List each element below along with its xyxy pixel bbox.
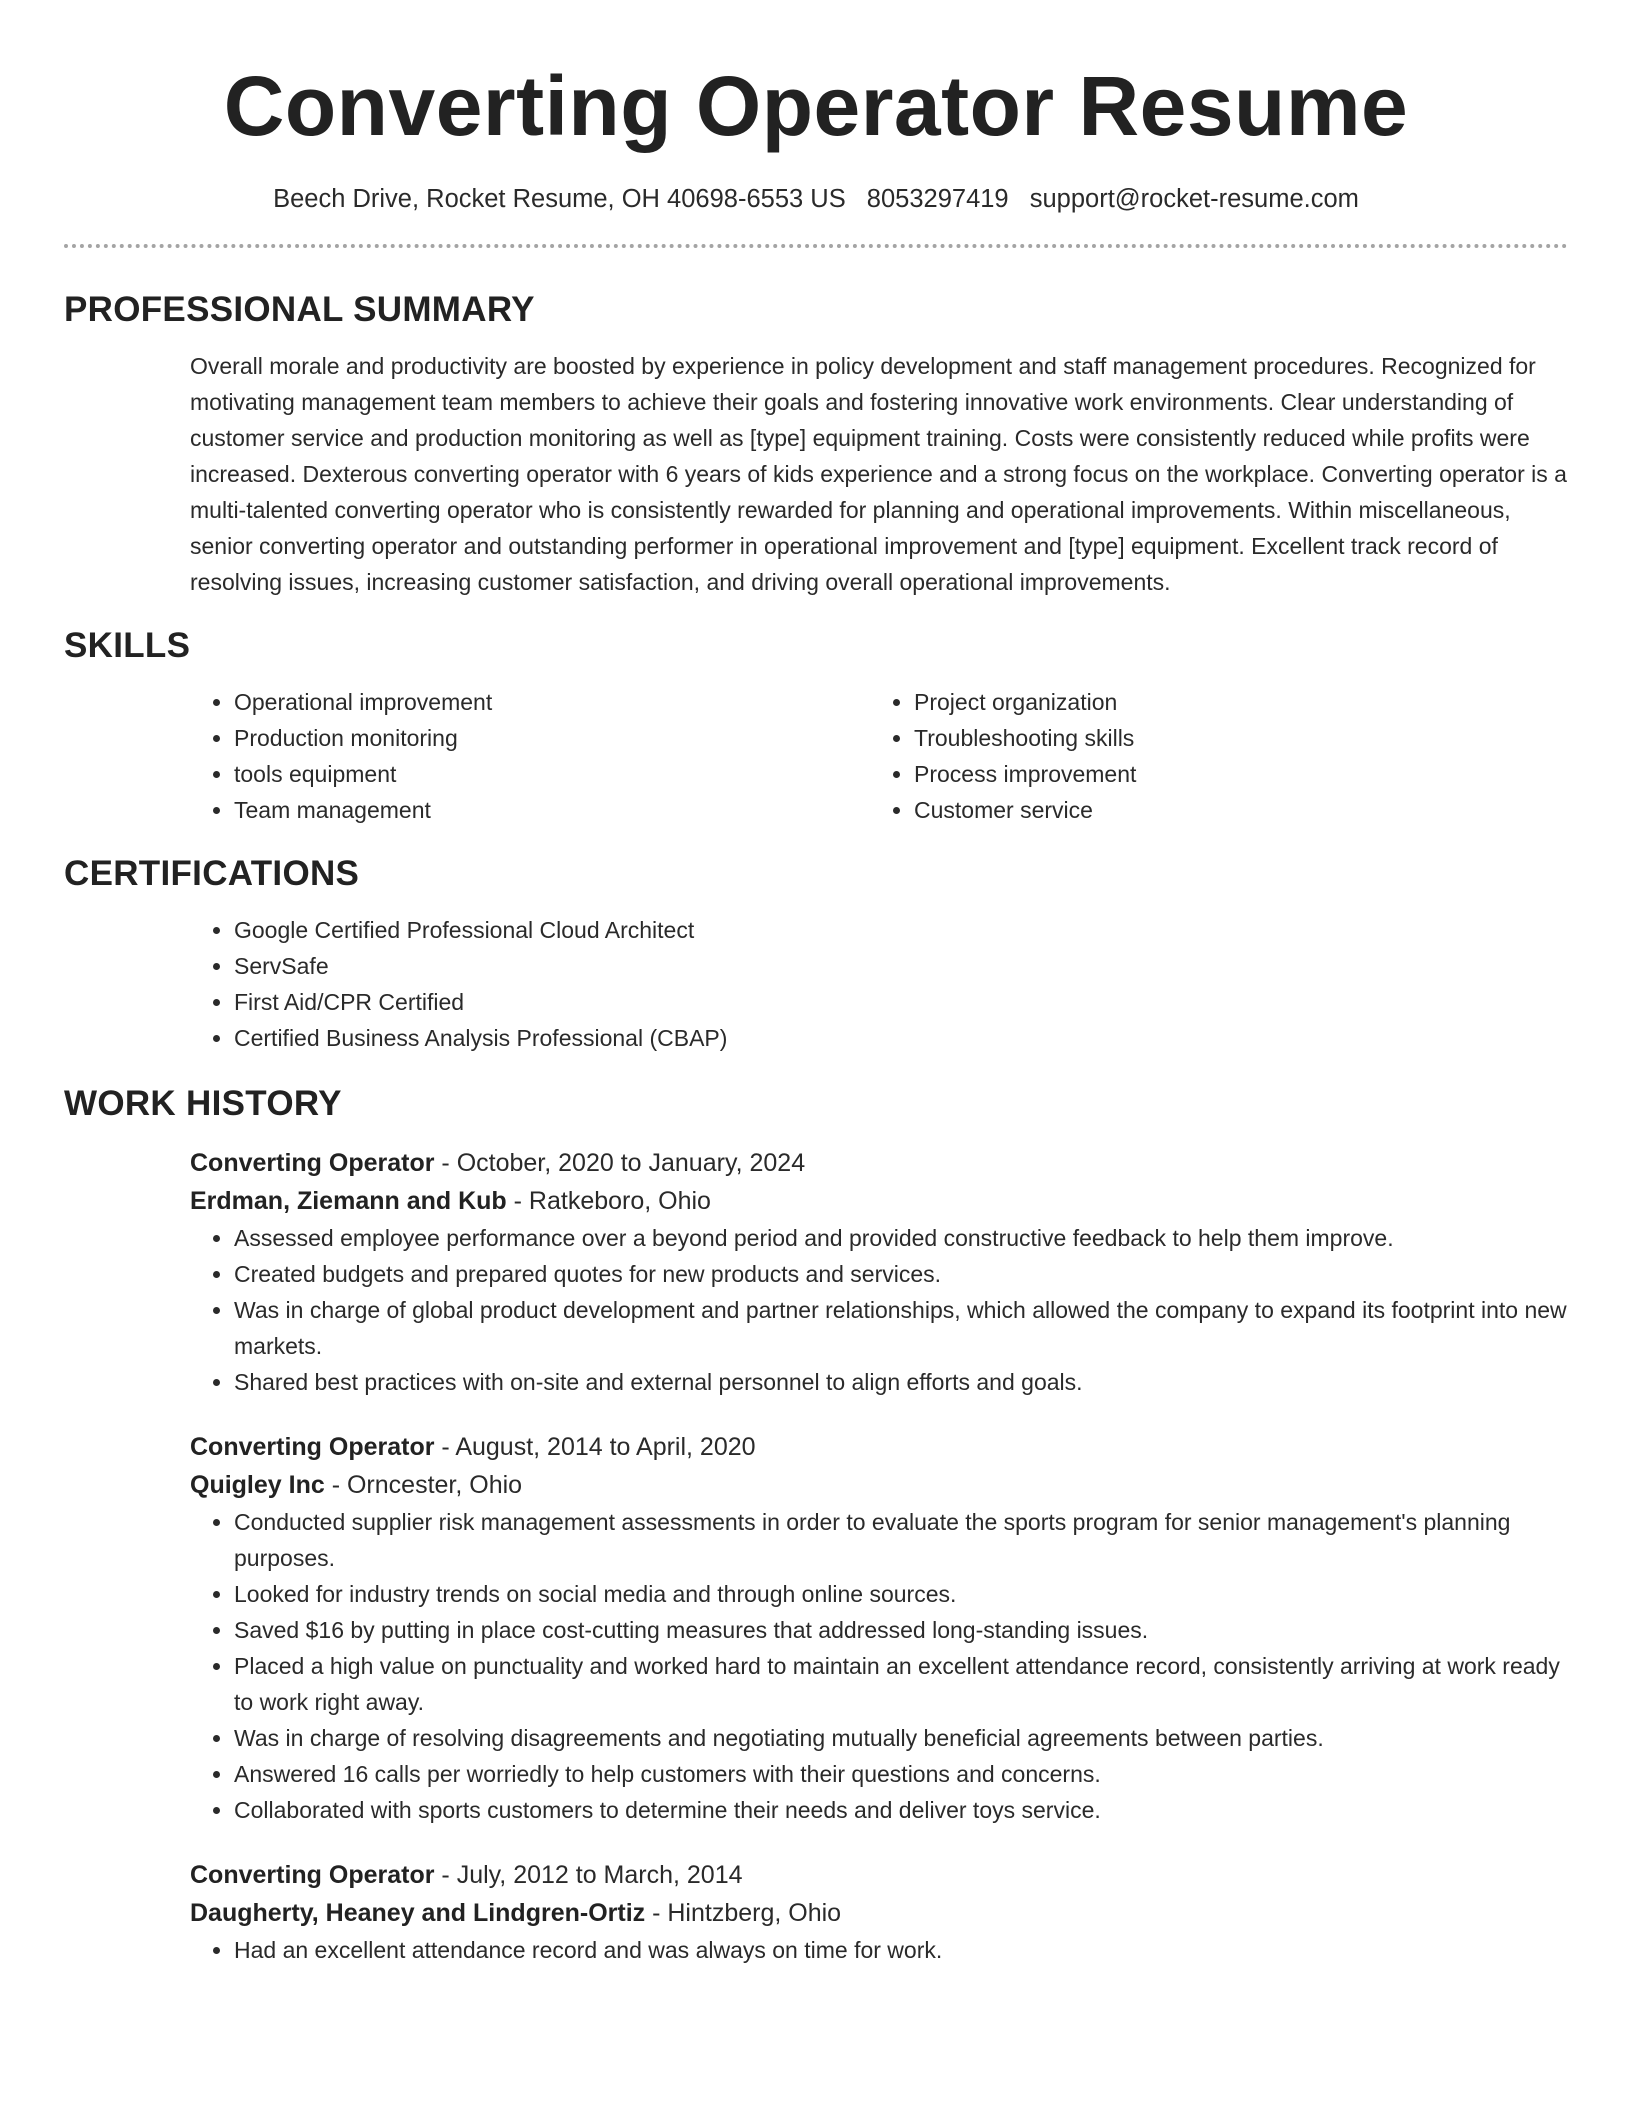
- skill-item: • Project organization: [914, 684, 1550, 720]
- summary-heading: PROFESSIONAL SUMMARY: [64, 290, 535, 329]
- job-title-line: Converting Operator - July, 2012 to March, 2014: [190, 1861, 743, 1889]
- job-company-line: Quigley Inc - Orncester, Ohio: [190, 1471, 523, 1499]
- job-bullet: • Placed a high value on punctuality and worked hard to maintain an excellent attendance record, consistently arriving at work ready to work right away.: [234, 1648, 1568, 1720]
- job-title: Converting Operator: [190, 1861, 435, 1889]
- job-company: Erdman, Ziemann and Kub: [190, 1187, 507, 1215]
- job-bullet: • Answered 16 calls per worriedly to help customers with their questions and concerns.: [234, 1756, 1568, 1792]
- job-location: Hintzberg, Ohio: [667, 1899, 842, 1927]
- certification-item: • Certified Business Analysis Professional (CBAP): [234, 1020, 1568, 1056]
- job-bullet: • Had an excellent attendance record and was always on time for work.: [234, 1932, 1568, 1968]
- job-title: Converting Operator: [190, 1149, 435, 1177]
- skill-item: • Operational improvement: [234, 684, 870, 720]
- contact-address: Beech Drive, Rocket Resume, OH 40698-6553 US: [273, 185, 846, 213]
- resume-title: Converting Operator Resume: [223, 59, 1409, 153]
- job-bullet: • Looked for industry trends on social media and through online sources.: [234, 1576, 1568, 1612]
- job-title-line: Converting Operator - October, 2020 to January, 2024: [190, 1149, 806, 1177]
- job-title: Converting Operator: [190, 1433, 435, 1461]
- skills-list-left: [190, 684, 870, 828]
- job-bullets: [190, 1932, 1568, 1968]
- certifications-list-wrap: [190, 912, 1568, 1056]
- job-company: Daugherty, Heaney and Lindgren-Ortiz: [190, 1899, 646, 1927]
- contact-info: [64, 182, 1568, 216]
- job-bullets: [190, 1220, 1568, 1400]
- skill-item: • Production monitoring: [234, 720, 870, 756]
- skill-item: • Team management: [234, 792, 870, 828]
- job-entry-1: [190, 1144, 1568, 1400]
- job-bullets: [190, 1504, 1568, 1828]
- header-divider: [64, 244, 1568, 248]
- skills-column-right: [870, 684, 1550, 828]
- skill-item: • tools equipment: [234, 756, 870, 792]
- contact-phone: 8053297419: [866, 185, 1009, 213]
- skill-item: • Troubleshooting skills: [914, 720, 1550, 756]
- job-bullet: • Assessed employee performance over a beyond period and provided constructive feedback to help them improve.: [234, 1220, 1568, 1256]
- certification-item: • ServSafe: [234, 948, 1568, 984]
- skills-heading: SKILLS: [64, 626, 191, 665]
- job-bullet: • Was in charge of resolving disagreements and negotiating mutually beneficial agreements between parties.: [234, 1720, 1568, 1756]
- job-company-line: Daugherty, Heaney and Lindgren-Ortiz - Hintzberg, Ohio: [190, 1899, 842, 1927]
- job-company: Quigley Inc: [190, 1471, 325, 1499]
- certification-item: • Google Certified Professional Cloud Architect: [234, 912, 1568, 948]
- skills-grid: [190, 684, 1568, 828]
- certifications-list: [190, 912, 1568, 1056]
- job-bullet: • Collaborated with sports customers to determine their needs and deliver toys service.: [234, 1792, 1568, 1828]
- job-bullet: • Was in charge of global product development and partner relationships, which allowed the company to expand its footprint into new markets.: [234, 1292, 1568, 1364]
- job-entry-3: [190, 1856, 1568, 1968]
- job-title-line: Converting Operator - August, 2014 to April, 2020: [190, 1433, 756, 1461]
- summary-text: Overall morale and productivity are boosted by experience in policy development and staff management procedures. Recognized for motivating management team members to achieve their goals and fostering innovative work environments. Clear understanding of customer service and production monitoring as well as [type] equipment training. Costs were consistently reduced while profits were increased. Dexterous converting operator with 6 years of kids experience and a strong focus on the workplace. Converting operator is a multi-talented converting operator who is consistently rewarded for planning and operational improvements. Within miscellaneous, senior converting operator and outstanding performer in operational improvement and [type] equipment. Excellent track record of resolving issues, increasing customer satisfaction, and driving overall operational improvements.: [190, 353, 1567, 595]
- job-dates: October, 2020 to January, 2024: [456, 1149, 806, 1177]
- skills-list-right: [870, 684, 1550, 828]
- job-company-line: Erdman, Ziemann and Kub - Ratkeboro, Ohio: [190, 1187, 711, 1215]
- certifications-heading: CERTIFICATIONS: [64, 854, 360, 893]
- job-bullet: • Conducted supplier risk management assessments in order to evaluate the sports program for senior management's planning purposes.: [234, 1504, 1568, 1576]
- job-location: Ratkeboro, Ohio: [528, 1187, 711, 1215]
- job-dates: July, 2012 to March, 2014: [456, 1861, 743, 1889]
- contact-email: support@rocket-resume.com: [1029, 185, 1359, 213]
- skill-item: • Process improvement: [914, 756, 1550, 792]
- work-history-heading: WORK HISTORY: [64, 1084, 342, 1123]
- job-entry-2: [190, 1428, 1568, 1828]
- job-location: Orncester, Ohio: [346, 1471, 523, 1499]
- skill-item: • Customer service: [914, 792, 1550, 828]
- job-bullet: • Created budgets and prepared quotes for new products and services.: [234, 1256, 1568, 1292]
- certification-item: • First Aid/CPR Certified: [234, 984, 1568, 1020]
- job-bullet: • Saved $16 by putting in place cost-cutting measures that addressed long-standing issues.: [234, 1612, 1568, 1648]
- job-bullet: • Shared best practices with on-site and external personnel to align efforts and goals.: [234, 1364, 1568, 1400]
- skills-column-left: [190, 684, 870, 828]
- job-dates: August, 2014 to April, 2020: [455, 1433, 756, 1461]
